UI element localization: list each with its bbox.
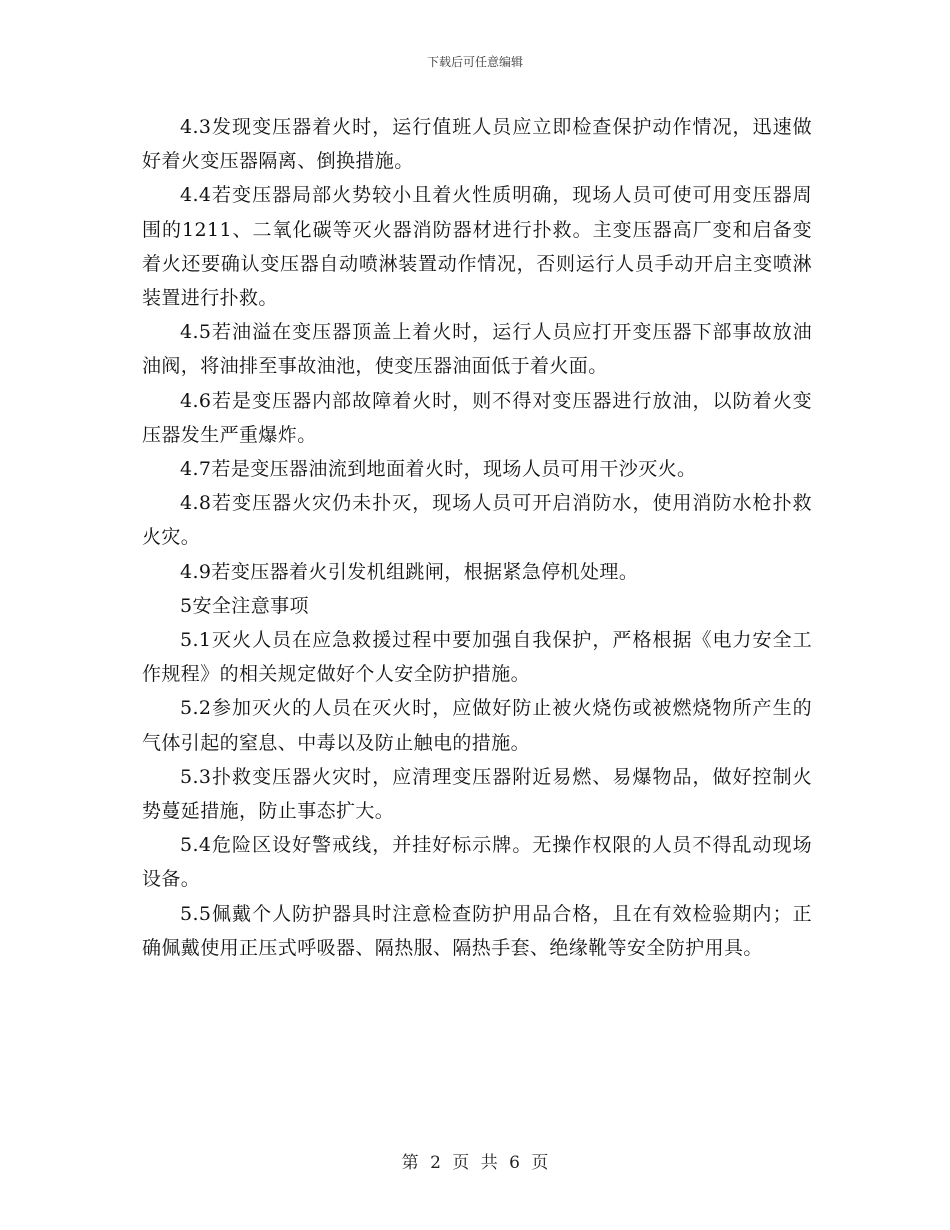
- paragraph-5-4: 5.4危险区设好警戒线，并挂好标示牌。无操作权限的人员不得乱动现场设备。: [142, 834, 812, 891]
- paragraph-4-3: 4.3发现变压器着火时，运行值班人员应立即检查保护动作情况，迅速做好着火变压器隔离、倒换措施。: [142, 116, 812, 173]
- paragraph-4-7: 4.7若是变压器油流到地面着火时，现场人员可用干沙灭火。: [180, 458, 697, 481]
- paragraph-4-9: 4.9若变压器着火引发机组跳闸，根据紧急停机处理。: [180, 560, 639, 583]
- page-header: 下载后可任意编辑: [426, 55, 523, 69]
- paragraph-4-5: 4.5若油溢在变压器顶盖上着火时，运行人员应打开变压器下部事故放油油阀，将油排至事故油池，使变压器油面低于着火面。: [142, 321, 812, 378]
- paragraph-4-8: 4.8若变压器火灾仍未扑灭，现场人员可开启消防水，使用消防水枪扑救火灾。: [142, 492, 812, 549]
- paragraph-5-5: 5.5佩戴个人防护器具时注意检查防护用品合格，且在有效检验期内；正确佩戴使用正压式呼吸器、隔热服、隔热手套、绝缘靴等安全防护用具。: [142, 902, 812, 959]
- document-body: [142, 110, 812, 965]
- paragraph-5-1: 5.1灭火人员在应急救援过程中要加强自我保护，严格根据《电力安全工作规程》的相关规定做好个人安全防护措施。: [142, 629, 812, 686]
- paragraph-5-2: 5.2参加灭火的人员在灭火时，应做好防止被火烧伤或被燃烧物所产生的气体引起的窒息、中毒以及防止触电的措施。: [142, 697, 812, 754]
- paragraph-4-6: 4.6若是变压器内部故障着火时，则不得对变压器进行放油，以防着火变压器发生严重爆炸。: [142, 389, 812, 446]
- paragraph-4-4: 4.4若变压器局部火势较小且着火性质明确，现场人员可使可用变压器周围的1211、二氧化碳等灭火器消防器材进行扑救。主变压器高厂变和启备变着火还要确认变压器自动喷淋装置动作情况，否则运行人员手动开启主变喷淋装置进行扑救。: [142, 184, 812, 310]
- page-number-footer: 第 2 页 共 6 页: [401, 1153, 549, 1173]
- section-heading-5: 5安全注意事项: [180, 594, 309, 617]
- paragraph-5-3: 5.3扑救变压器火灾时，应清理变压器附近易燃、易爆物品，做好控制火势蔓延措施，防止事态扩大。: [142, 765, 812, 823]
